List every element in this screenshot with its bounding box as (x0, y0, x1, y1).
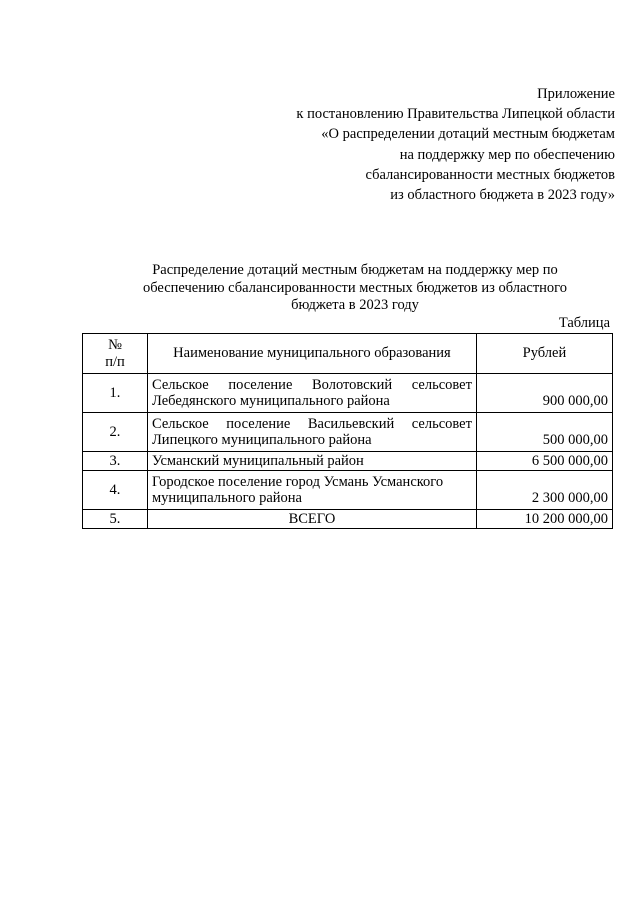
row-sum: 6 500 000,00 (476, 452, 612, 471)
table-header-row (83, 334, 613, 374)
table-row (83, 374, 613, 413)
row-sum: 500 000,00 (476, 413, 612, 452)
header-num-abbr: п/п (105, 353, 125, 370)
total-sum: 10 200 000,00 (476, 510, 612, 529)
title-line: обеспечению сбалансированности местных бюджетов из областного (142, 279, 568, 296)
header-name: Наименование муниципального образования (147, 334, 476, 374)
document-title (95, 262, 615, 315)
row-sum: 2 300 000,00 (476, 471, 612, 510)
table-total-row (83, 510, 613, 529)
row-num: 3. (83, 452, 148, 471)
row-sum: 900 000,00 (476, 374, 612, 413)
row-name: Городское поселение город Усмань Усманского муниципального района (147, 471, 476, 510)
appendix-line: на поддержку мер по обеспечению (399, 146, 615, 163)
row-name: Сельское поселение Волотовский сельсовет Лебедянского муниципального района (147, 374, 476, 413)
appendix-line: Приложение (537, 86, 615, 102)
appendix-line: из областного бюджета в 2023 году» (390, 187, 615, 204)
table-row (83, 413, 613, 452)
table-row (83, 452, 613, 471)
row-name: Сельское поселение Васильевский сельсовет Липецкого муниципального района (147, 413, 476, 452)
row-num: 4. (83, 471, 148, 510)
table-label: Таблица (558, 315, 610, 331)
title-line: бюджета в 2023 году (291, 297, 419, 313)
header-num (83, 334, 148, 374)
appendix-line: «О распределении дотаций местным бюджетам (321, 126, 615, 143)
table-row (83, 471, 613, 510)
row-name: Усманский муниципальный район (147, 452, 476, 471)
row-num: 1. (83, 374, 148, 413)
total-label: ВСЕГО (147, 510, 476, 529)
row-num: 2. (83, 413, 148, 452)
appendix-header (195, 84, 615, 205)
total-num: 5. (83, 510, 148, 529)
appendix-line: сбалансированности местных бюджетов (365, 166, 615, 183)
budget-table (82, 333, 613, 529)
appendix-line: к постановлению Правительства Липецкой области (296, 106, 615, 123)
header-num-symbol: № (108, 337, 122, 353)
title-line: Распределение дотаций местным бюджетам на поддержку мер по (152, 262, 558, 278)
header-sum: Рублей (476, 334, 612, 374)
